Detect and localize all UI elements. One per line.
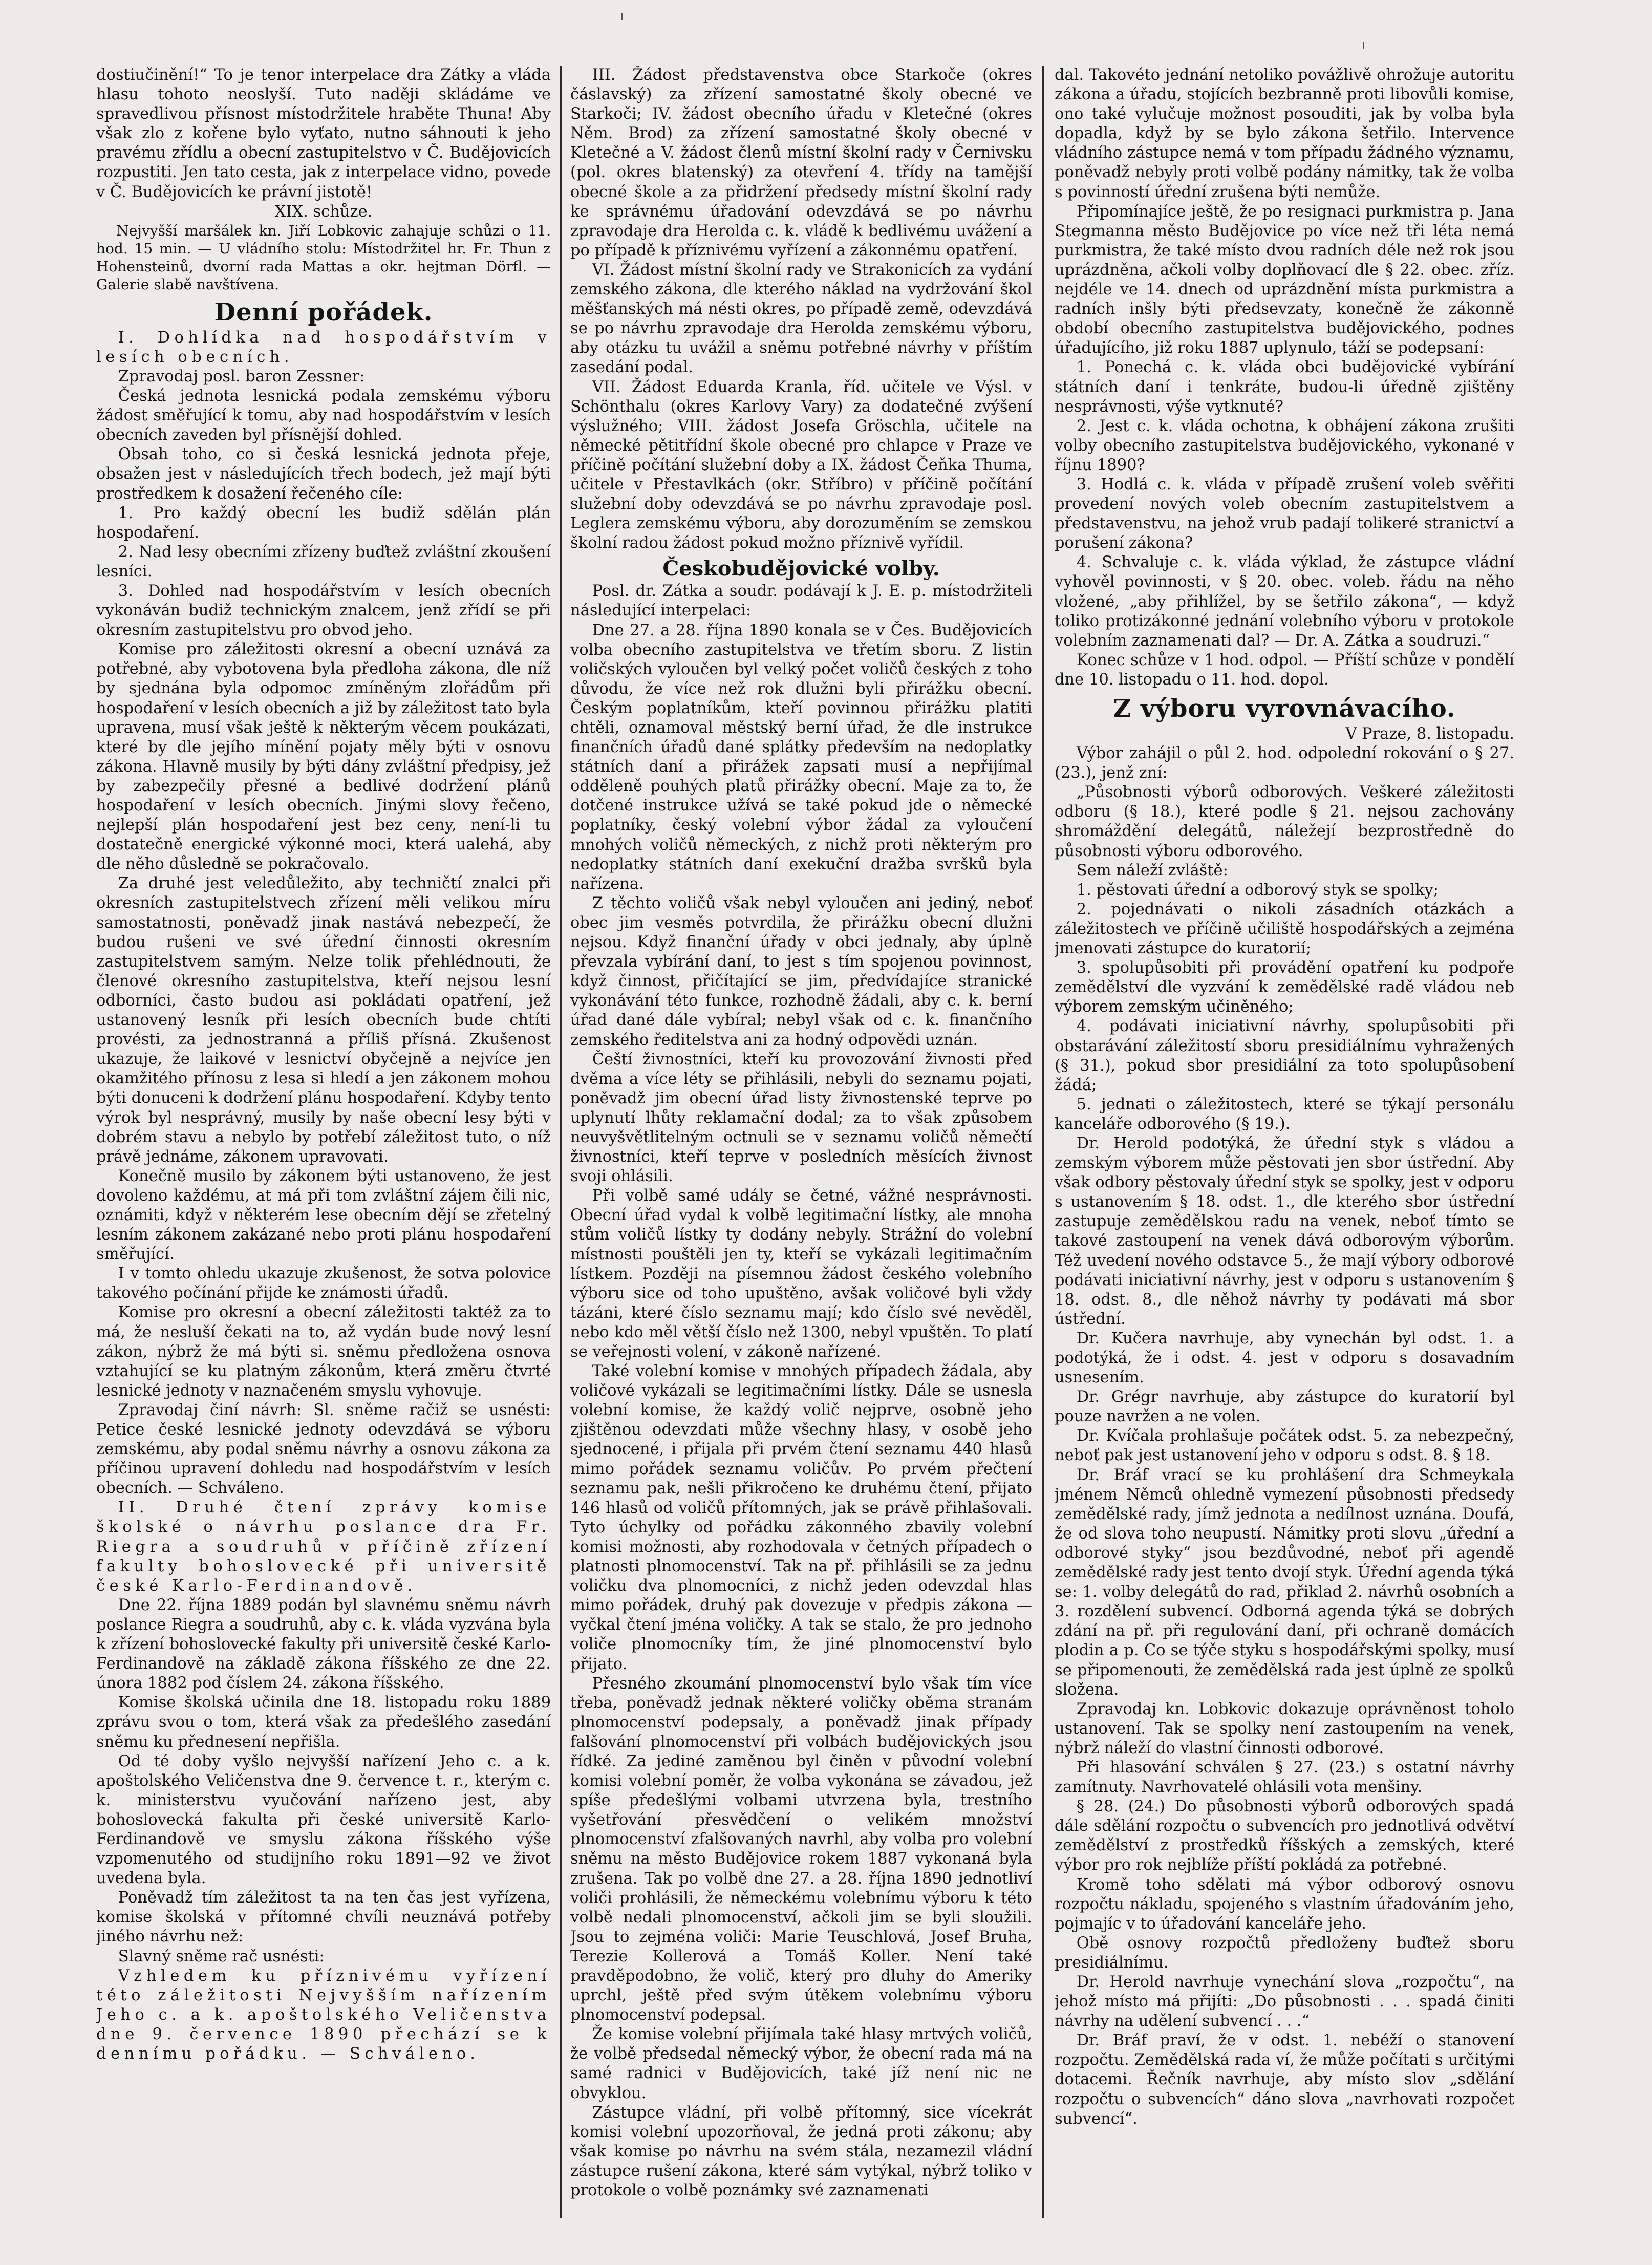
paragraph: 1. pěstovati úřední a odborový styk se spolky; [1076, 881, 1439, 899]
session-title: XIX. schůze. [274, 202, 373, 221]
paragraph: 5. jednati o záležitostech, které se týkají personálu kanceláře odborového (§ 19.). [1055, 1095, 1514, 1133]
agenda-item-title: II. Druhé čtení zprávy komise školské o návrhu poslance dra Fr. Riegra a soudruhů v příčině zřízení fakulty bohoslovecké při universitě české Karlo-Ferdinandově. [96, 1499, 551, 1595]
dateline: V Praze, 8. listopadu. [1345, 725, 1514, 743]
paragraph: dal. Takovéto jednání netoliko povážlivě ohrožuje autoritu zákona a úřadu, stojících bezbranně proti libovůli komise, ono také vylučuje možnost posouditi, jak by volba byla dopadla, když by se bylo zákona šetřilo. Intervence vládního zástupce nemá v tom případu žádného významu, poněvadž nebyly proti volbě podány námitky, tak že volba s povinností úřední zrušena býti nemůže. [1055, 66, 1514, 201]
section-heading: Z výboru vyrovnávacího. [1113, 694, 1456, 723]
paragraph: Dr. Herold podotýká, že úřední styk s vládou a zemským výborem může pěstovati jen sbor ústřední. Aby však odbory pěstovaly úřední styk se spolky, jest v odporu s ustanovením § 18. odst. 1., dle kterého sbor ústřední zastupuje zemědělskou radu na venek, neboť tímto se takové zastoupení na venek dává odborovým výborům. Též uvedení nového odstavce 5., že mají výbory odborové podávati iniciativní návrhy, jest v odporu s ustanovením § 18. odst. 8., dle něhož návrhy ty podávati má sbor ústřední. [1055, 1134, 1514, 1328]
paragraph: 3. Hodlá c. k. vláda v případě zrušení voleb svěřiti provedení nových voleb obecním zastupitelstvem a představenstvu, na jehož vrub padají tolikeré stranictví a porušení zákona? [1055, 475, 1514, 552]
column-1 [96, 66, 551, 2221]
paragraph: Zpravodaj kn. Lobkovic dokazuje oprávněnost toholo ustanovení. Tak se spolky není zastoupením na venek, nýbrž náleží do vlastní činnosti odborové. [1055, 1700, 1514, 1757]
paragraph: Dne 27. a 28. října 1890 konala se v Čes. Budějovicích volba obecního zastupitelstva ve třetím sboru. Z listin voličských vyloučen byl velký počet voličů českých z toho důvodu, že více než rok dlužni byli přirážku obecní. Českým poplatníkům, kteří povinnou přirážku platiti chtěli, oznamoval městský berní úřad, že dle instrukce finančních úřadů dané splátky především na nedoplatky státních daní a přirážek zapsati musí a nepřijímal odděleně pouhých platů přirážky obecní. Maje za to, že dotčené instrukce užívá se také pokud jde o německé poplatníky, český volební výbor žádal za vyloučení mnohých voličů německých, z nichž proti některým pro nedoplatky státních daní exekuční dražba svršků byla nařízena. [570, 621, 1032, 893]
paragraph: Česká jednota lesnická podala zemskému výboru žádost směřující k tomu, aby nad hospodářstvím v lesích obecních zaveden byl přísnější dohled. [96, 387, 551, 444]
paragraph: I v tomto ohledu ukazuje zkušenost, že sotva polovice takového počínání přijde ke známosti úřadů. [96, 1265, 551, 1302]
column-2 [570, 66, 1032, 2221]
scan-mark [1363, 42, 1364, 49]
paragraph: Poněvadž tím záležitost ta na ten čas jest vyřízena, komise školská v přítomné chvíli neuznává potřeby jiného návrhu než: [96, 1889, 551, 1946]
paragraph: Z těchto voličů však nebyl vyloučen ani jediný, neboť obec jim vesměs potvrdila, že přirážku obecní dlužni nejsou. Když finanční úřady v obci jednaly, aby úplně převzala vybírání daní, to jest s tím spojenou povinnost, když činnost, přičítající se jim, předvídajíce stranické vykonávání této funkce, rozhodně žádali, aby c. k. berní úřad dané dále vybíral; nebyl však od c. k. finančního zemského ředitelstva ani za hodný odpovědi uznán. [570, 894, 1032, 1049]
paragraph: 4. Schvaluje c. k. vláda výklad, že zástupce vládní vyhověl povinnosti, v § 20. obec. voleb. řádu na něho vložené, „aby přihlížel, by se šetřilo zákona“, — když toliko protizákonné jednání volebního výboru v protokole volebním zaznamenati dal? — Dr. A. Zátka a soudruzi.“ [1055, 553, 1514, 650]
paragraph: VII. Žádost Eduarda Kranla, říd. učitele ve Výsl. v Schönthalu (okres Karlovy Vary) za dodatečné zvýšení výslužného; VIII. žádost Josefa Gröschla, učitele na německé pětitřídní škole obecné pro chlapce v Praze ve příčině počítání služební doby a IX. žádost Čeňka Thuma, učitele v Přestavlkách (okr. Stříbro) v příčině počítání služební doby odevzdává se po návrhu zpravodaje posl. Leglera zemskému výboru, aby dorozuměním se zemskou školní radou žádost pokud možno příznivě vyřídil. [570, 378, 1032, 552]
paragraph: Komise školská učinila dne 18. listopadu roku 1889 zprávu svou o tom, která však za předešlého zasedání sněmu ku přednesení nepřišla. [96, 1694, 551, 1751]
resolution-text: Vzhledem ku příznivému vyřízení této záležitosti Nejvyšším nařízením Jeho c. a k. apoštolského Veličenstva dne 9. července 1890 přechází se k dennímu pořádku. — Schváleno. [96, 1967, 551, 2063]
paragraph: Připomínajíce ještě, že po resignaci purkmistra p. Jana Stegmanna město Budějovice po více než tři léta nemá purkmistra, že také místo dvou radních déle než rok jsou uprázdněna, ačkoli volby doplňovací dle § 22. obec. zříz. nejdéle ve 14. dnech od uprázdnění místa purkmistra a radních inšly býti předsevzaty, konečně že zákonně období obecního zastupitelstva budějovického, podnes úřadujícího, již roku 1887 uplynulo, táží se podepsaní: [1055, 202, 1514, 357]
paragraph: Dr. Kučera navrhuje, aby vynechán byl odst. 1. a podotýká, že i odst. 4. jest v odporu s dosavadním usnesením. [1055, 1329, 1514, 1387]
paragraph: Obě osnovy rozpočtů předloženy buďtež sboru presidiálnímu. [1055, 1934, 1514, 1972]
paragraph: Při volbě samé udály se četné, vážné nesprávnosti. Obecní úřad vydal k volbě legitimační lístky, ale mnoha stům voličů lístky ty dodány nebyly. Strážní do volební místnosti pouštěli jen ty, kteří se vykázali legitimačním lístkem. Později na písemnou žádost českého volebního výboru sice od toho upuštěno, avšak voličové byli vždy tázáni, které číslo seznamu mají; kdo číslo své nevěděl, nebo kdo měl větší číslo než 1300, nebyl vpuštěn. To platí se veřejnosti volení, v zákoně nařízené. [570, 1187, 1032, 1361]
paragraph: 2. Nad lesy obecními zřízeny buďtež zvláštní zkoušení lesníci. [96, 543, 551, 581]
column-divider [560, 66, 562, 2218]
paragraph: 3. Dohled nad hospodářstvím v lesích obecních vykonáván budiž technickým znalcem, jenž zřídí se při okresním zastupitelstvu pro obvod jeho. [96, 582, 551, 639]
paragraph: Posl. dr. Zátka a soudr. podávají k J. E. p. místodržiteli následující interpelaci: [570, 582, 1032, 620]
paragraph: Komise pro okresní a obecní záležitosti taktéž za to má, že nesluší čekati na to, až vydán bude nový lesní zákon, nýbrž že má býti si. sněmu předložena osnova vztahující se ku platným zákonům, která změru čtvrté lesnické jednoty v naznačeném smyslu vyhovuje. [96, 1304, 551, 1400]
paragraph: Dr. Herold navrhuje vynechání slova „rozpočtu“, na jehož místo má přijíti: „Do působnosti . . . spadá činiti návrhy na udělení subvencí . . .“ [1055, 1973, 1514, 2031]
paragraph: Sem náleží zvláště: [1076, 861, 1228, 880]
paragraph: dostiučinění!“ To je tenor interpelace dra Zátky a vláda hlasu tohoto neoslyší. Tuto naději skládáme ve spravedlivou přísnost místodržitele hraběte Thuna! Aby však zlo z kořene bylo vyťato, nutno sáhnouti k jeho pravému zřídlu a obecní zastupitelstvo v Č. Budějovicích rozpustiti. Jen tato cesta, jak z interpelace vidno, povede v Č. Budějovicích ke právní jistotě! [96, 66, 551, 201]
column-3 [1055, 66, 1514, 2221]
section-heading: Českobudějovické volby. [662, 557, 940, 581]
session-text: Nejvyšší maršálek kn. Jiří Lobkovic zahajuje schůzi o 11. hod. 15 min. — U vládního stolu: Místodržitel hr. Fr. Thun z Hohensteinů, dvorní rada Mattas a okr. hejtman Dörfl. — Galerie slabě navštívena. [96, 222, 551, 293]
paragraph: Obsah toho, co si česká lesnická jednota přeje, obsažen jest v následujících třech bodech, jež mají býti prostředkem k dosažení řečeného cíle: [96, 445, 551, 503]
paragraph: Slavný sněme rač usnésti: [118, 1947, 325, 1965]
paragraph: Čeští živnostníci, kteří ku provozování živnosti před dvěma a více léty se přihlásili, nebyli do seznamu pojati, poněvadž jim obecní úřad listy živnostenské teprve po uplynutí lhůty reklamační dodal; za to však způsobem neuvyšvětlitelným octnuli se v seznamu voličů němečtí živnostníci, kteří teprve v posledních měsících živnost svoji ohlásili. [570, 1050, 1032, 1186]
paragraph: Komise pro záležitosti okresní a obecní uznává za potřebné, aby vybotovena byla předloha zákona, dle níž by sjednána byla odpomoc zmíněným zlořádům při hospodaření v lesích obecních a již by záležitost tato byla upravena, musí však ještě k některým věcem poukázati, které by dle jejího mínění pojaty měly býti v osnovu zákona. Hlavně musily by býti dány zvláštní předpisy, jež by zabezpečily přesné a bedlivé dodržení plánů hospodaření v lesích obecních. Jinými slovy řečeno, nejlepší plán hospodaření jest bez ceny, není-li tu dostatečně energické výkonné moci, která ualehá, aby dle něho důsledně se pokračovalo. [96, 640, 551, 873]
paragraph: Zástupce vládní, při volbě přítomný, sice vícekrát komisi volební upozorňoval, že jedná proti zákonu; aby však komise po návrhu na svém stála, nezamezil vládní zástupce rušení zákona, které sám vytýkal, nýbrž toliko v protokole o volbě poznámky své zaznamenati [570, 2103, 1032, 2200]
paragraph: Za druhé jest veledůležito, aby techničtí znalci při okresních zastupitelstvech zřízení měli velikou míru samostatnosti, poněvadž jinak nastává nebezpečí, že budou rušeni ve své úřední činnosti okresním zastupitelstvem samým. Nelze tolik přehlédnouti, že členové okresního zastupitelstva, kteří nejsou lesní odborníci, často budou asi pokládati opatření, jež ustanovený lesník při lesích obecních bude chtíti provésti, za jednostranná a příliš přísná. Zkušenost ukazuje, že laikové v lesnictví obyčejně a nejvíce jen okamžitého přínosu z lesa si hledí a jen zákonem mohou býti donuceni k dodržení plánu hospodaření. Kdyby tento výrok byl nesprávný, musily by naše obecní lesy býti v dobrém stavu a nebylo by potřebí záležitost tuto, o níž právě jednáme, zákonem upravovati. [96, 874, 551, 1166]
paragraph: Zpravodaj činí návrh: Sl. sněme račiž se usnésti: Petice české lesnické jednoty odevzdává se výboru zemskému, aby podal sněmu návrhy a osnovu zákona za příčinou upravení dohledu nad hospodářstvím v lesích obecních. — Schváleno. [96, 1401, 551, 1498]
paragraph: 2. Jest c. k. vláda ochotna, k obhájení zákona zrušiti volby obecního zastupitelstva budějovického, vykonané v říjnu 1890? [1055, 417, 1514, 474]
paragraph: Od té doby vyšlo nejvyšší nařízení Jeho c. a k. apoštolského Veličenstva dne 9. července t. r., kterým c. k. ministerstvu vyučování nařízeno jest, aby bohoslovecká fakulta při české universitě Karlo-Ferdinandově ve smyslu zákona říšského výše vzpomenutého od studijního roku 1891—92 ve život uvedena byla. [96, 1752, 551, 1888]
paragraph: „Působnosti výborů odborových. Veškeré záležitosti odboru (§ 18.), které podle § 21. nejsou zachovány shromáždění delegátů, náležejí bezprostředně do působnosti výboru odborového. [1055, 783, 1514, 860]
paragraph: 1. Ponechá c. k. vláda obci budějovické vybírání státních daní i tenkráte, budou-li úředně zjištěny nesprávnosti, výše vytknuté? [1055, 358, 1514, 416]
paragraph: Dr. Grégr navrhuje, aby zástupce do kuratorií byl pouze navržen a ne volen. [1055, 1388, 1514, 1426]
column-divider [1042, 66, 1044, 2218]
paragraph: Dr. Kvíčala prohlašuje počátek odst. 5. za nebezpečný, neboť pak jest ustanovení jeho v odporu s odst. 8. § 18. [1055, 1427, 1514, 1465]
scan-mark [621, 13, 623, 20]
paragraph: Dr. Bráf vrací se ku prohlášení dra Schmeykala jménem Němců ohledně vymezení působnosti předsedy zemědělské rady, jímž jednota a nedílnost uznána. Doufá, že od slova toho neupustí. Námitky proti slovu „úřední a odborové styky“ jsou bezdůvodné, neboť při agendě zemědělské rady jest tento dvojí styk. Úřední agenda týká se: 1. volby delegátů do rad, přiklad 2. návrhů osobních a 3. rozdělení subvencí. Odborná agenda týká se dobrých zdání na př. při regulování daní, při ochraně domácích plodin a p. Co se týče styku s hospodářskými spolky, musí se připomenouti, že zemědělská rada jest úplně ze spolků složena. [1055, 1466, 1514, 1699]
paragraph: Že komise volební přijímala také hlasy mrtvých voličů, že volbě předsedal německý výbor, že obecní rada má na samé radnici v Budějovicích, také jíž není nic ne obvyklou. [570, 2025, 1032, 2102]
paragraph: Také volební komise v mnohých případech žádala, aby voličové vykázali se legitimačními lístky. Dále se usnesla volební komise, že každý volič nejprve, osobně jeho zjištěnou odevzdati může všechny hlasy, v osobě jeho sjednocené, i přijala při prvém čtení seznamu 440 hlasů mimo pořádek seznamu voličův. Po prvém přečtení seznamu pak, nešli přikročeno ke druhému čtení, přijato 146 hlasů od voličů přítomných, jak se právě přihlašovali. Tyto úchylky od pořádku zákonného zbavily volební komisi možnosti, aby rozhodovala v četných případech o platnosti plnomocenství. Tak na př. přihlásili se za jednu voličku dva plnomocníci, z nichž jeden odevzdal hlas mimo pořádek, druhý pak dovezuje v předpis zákona — vyčkal čtení jména voličky. A tak se stalo, že pro jednoho voliče plnomocníky tím, že jiné plnomocenství bylo přijato. [570, 1362, 1032, 1673]
paragraph: Konečně musilo by zákonem býti ustanoveno, že jest dovoleno každému, at má při tom zvláštní zájem čili nic, oznámiti, když v některém lese obecním dějí se zřetelný lesním zákonem zakázané nebo proti plánu hospodaření směřující. [96, 1167, 551, 1264]
paragraph: Při hlasování schválen § 27. (23.) s ostatní návrhy zamítnuty. Navrhovatelé ohlásili vota menšiny. [1055, 1758, 1514, 1797]
agenda-item-title: I. Dohlídka nad hospodářstvím v lesích obecních. [96, 328, 551, 366]
paragraph: 4. podávati iniciativní návrhy, spolupůsobiti při obstarávání záležitostí sboru presidiálnímu vyhražených (§ 31.), pokud sbor presidiální za toto spolupůsobení žádá; [1055, 1017, 1514, 1094]
paragraph: Dne 22. října 1889 podán byl slavnému sněmu návrh poslance Riegra a soudruhů, aby c. k. vláda vyzvána byla k zřízení bohoslovecké fakulty při universitě české Karlo-Ferdinandově na základě zákona říšského ze dne 22. února 1882 pod číslem 24. zákona říšského. [96, 1596, 551, 1693]
paragraph: 2. pojednávati o nikoli zásadních otázkách a záležitostech ve příčině učiliště hospodářských a zejména jmenovati zástupce do kuratorií; [1055, 900, 1514, 958]
section-heading: Denní pořádek. [214, 297, 433, 327]
rapporteur-line: Zpravodaj posl. baron Zessner: [118, 367, 365, 386]
paragraph: § 28. (24.) Do působnosti výborů odborových spadá dále sdělání rozpočtu o subvencích pro jednotlivá odvětví zemědělství z prostředků říšských a zemských, které výbor pro rok nejblíže příští pokládá za potřebné. [1055, 1798, 1514, 1874]
paragraph: Dr. Bráf praví, že v odst. 1. nebéží o stanovení rozpočtu. Zemědělská rada ví, že může počítati s určitými dotacemi. Řečník navrhuje, aby místo slov „sdělání rozpočtu o subvencích“ dáno slova „navrhovati rozpočet subvencí“. [1055, 2032, 1514, 2128]
paragraph: Výbor zahájil o půl 2. hod. odpolední rokování o § 27. (23.), jenž zní: [1055, 744, 1514, 782]
paragraph: III. Žádost představenstva obce Starkoče (okres čáslavský) za zřízení samostatné školy obecné ve Starkoči; IV. žádost obecního úřadu v Kletečné (okres Něm. Brod) za zřízení samostatné školy obecné v Kletečné a V. žádost členů místní školní rady v Černivsku (pol. okres blatenský) za otevření 4. třídy na tamější obecné škole a za přidržení předsedy místní školní rady ke správnému úřadování odevzdává se po návrhu zpravodaje dra Herolda c. k. vládě k bedlivému uvážení a po případě k příznivému vyřízení a zákonnému opatření. [570, 66, 1032, 260]
paragraph: Kromě toho sdělati má výbor odborový osnovu rozpočtu nákladu, spojeného s vlastním úřadováním jeho, pojmajíc v to úřadování kanceláře jeho. [1055, 1875, 1514, 1933]
paragraph: Konec schůze v 1 hod. odpol. — Příští schůze v pondělí dne 10. listopadu o 11. hod. dopol. [1055, 651, 1514, 689]
paragraph: Přesného zkoumání plnomocenství bylo však tím více třeba, poněvadž jednak některé voličky oběma stranám plnomocenství podepsaly, a poněvadž jinak případy falšování plnomocenství při volbách budějovických jsou řídké. Za jediné zaměnou byl činěn v původní volební komisi volební poměr, že volba vykonána se závadou, jež spíše předešlými volbami utvrzena byla, trestního vyšetřování přesvědčení o velikém množství plnomocenství zfalšovaných navrhl, aby volba pro volební sněmu na město Budějovice rokem 1887 vykonaná byla zrušena. Tak po volbě dne 27. a 28. října 1890 jednotliví voliči prohlásili, že německému volebnímu výboru k této volbě nedali plnomocenství, ačkoli jim se byli sloužili. Jsou to zejména voliči: Marie Teuschlová, Josef Bruha, Terezie Kollerová a Tomáš Koller. Není také pravděpodobno, že volič, který pro dluhy do Ameriky uprchl, ještě před svým útěkem volebnímu výboru plnomocenství podepsal. [570, 1674, 1032, 2024]
paragraph: 1. Pro každý obecní les budiž sdělán plán hospodaření. [96, 504, 551, 542]
paragraph: 3. spolupůsobiti při provádění opatření ku podpoře zemědělství dle vyzvání k zemědělské radě vládou neb výborem zemským učiněného; [1055, 959, 1514, 1016]
paragraph: VI. Žádost místní školní rady ve Strakonicích za vydání zemského zákona, dle kterého náklad na vydržování škol měšťanských má nésti okres, po případě země, odevzdává se po návrhu zpravodaje dra Herolda zemskému výboru, aby otázku tu uvážil a sněmu potřebné návrhy v příštím zasedání podal. [570, 261, 1032, 377]
